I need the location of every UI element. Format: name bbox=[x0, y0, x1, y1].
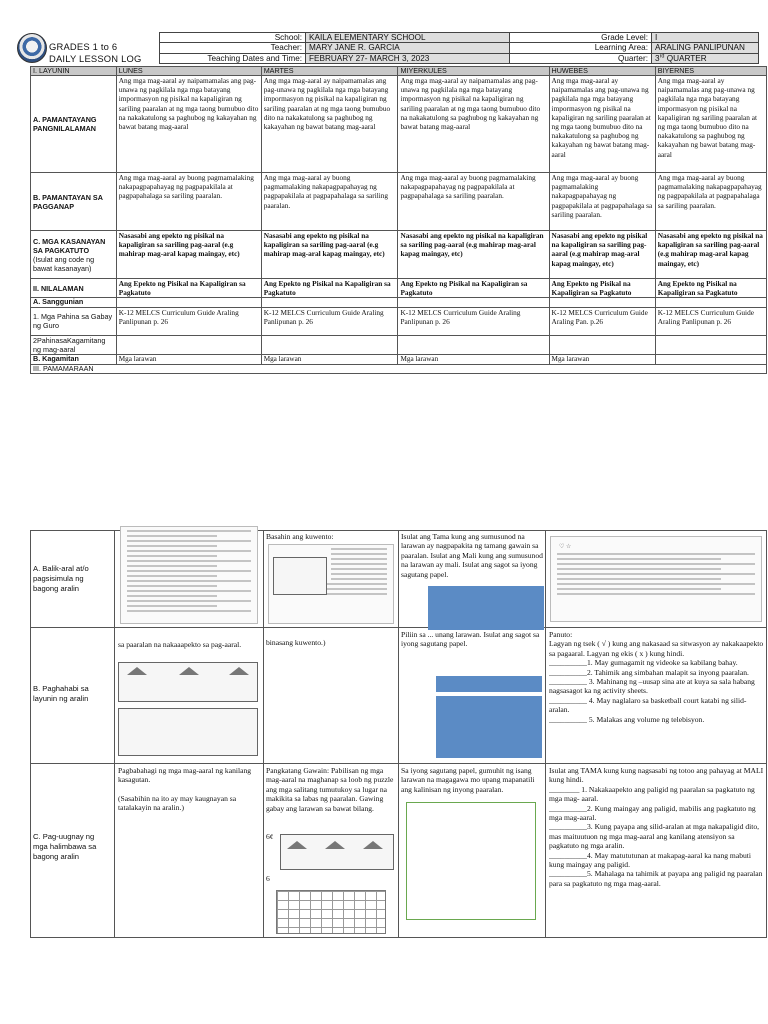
school-building-illustration bbox=[118, 662, 258, 702]
list-item: __________3. Kung payapa ang silid-aralan at mga nakapaligid dito, mas maituutuon ng mga mag-aaral ang kanilang atensiyon sa pagkatuto ng mga aralin. bbox=[549, 822, 760, 851]
list-item: __________1. May gumagamit ng videoke sa kabilang bahay. bbox=[549, 658, 738, 668]
star-icon: ☆ bbox=[565, 544, 572, 550]
pag-uugnay-label: C. Pag-uugnay ng mga halimbawa sa bagong aralin bbox=[33, 832, 97, 861]
school-value: KAILA ELEMENTARY SCHOOL bbox=[306, 33, 510, 43]
list-item: __________2. Kung maingay ang paligid, mabilis ang pagkatuto ng mga mag-aaral. bbox=[549, 803, 756, 823]
pagganap-biyernes: Ang mga mag-aaral ay buong pagmamalaking nakapagpapahayag ng pagpapakilala at pagpapahalaga sa sariling paaralan. bbox=[655, 173, 766, 231]
paghahabi-miyerkules: Piliin sa ... unang larawan. Isulat ang sagot sa iyong sagutang papel. bbox=[401, 630, 540, 649]
pamantayang-biyernes: Ang mga mag-aaral ay naipamamalas ang pag-unawa ng pagkilala nga mga batayang impormasyon ng pisikal na kapaligiran ng sariling paaralan at ng mga taong bumubuo dito na nakakatulong sa paghubog ng kakayahan ng bawat batang mag-aaral bbox=[655, 76, 766, 173]
word-search-puzzle[interactable] bbox=[276, 890, 386, 934]
day-biyernes: BIYERNES bbox=[655, 67, 766, 76]
panuto-title: Panuto: bbox=[549, 630, 573, 639]
deped-seal-icon bbox=[17, 33, 47, 63]
worksheet-image-lunes bbox=[120, 526, 258, 624]
list-item: ________ 1. Nakakaapekto ang paligid ng paaralan sa pagkatuto ng mga mag- aaral. bbox=[549, 784, 755, 804]
dll-header bbox=[17, 32, 759, 66]
paghahabi-label: B. Paghahabi sa layunin ng aralin bbox=[33, 684, 89, 703]
pamantayang-miyerkules: Ang mga mag-aaral ay naipamamalas ang pag-unawa ng pagkilala nga mga batayang impormasyon ng pisikal na kapaligiran ng sariling paaralan at ng mga taong bumubuo dito na nakakatulong sa paghubog ng kakayahan ng bawat batang mag-aaral bbox=[398, 76, 549, 173]
gabay-biyernes: K-12 MELCS Curriculum Guide Araling Panlipunan p. 26 bbox=[655, 307, 766, 335]
list-item: __________ 4. May naglalaro sa basketball court katabi ng silid-aralan. bbox=[549, 695, 747, 715]
pamamaraan-row bbox=[31, 364, 767, 374]
gabay-miyerkules: K-12 MELCS Curriculum Guide Araling Panlipunan p. 26 bbox=[398, 307, 549, 335]
kasanayan-martes: Nasasabi ang epekto ng pisikal na kapaligiran sa sariling pag-aaral (e.g mahirap mag-aral kapag maingay, etc) bbox=[261, 231, 398, 279]
balik-aral-martes: Basahin ang kuwento: bbox=[266, 532, 334, 541]
kasanayan-label: C. MGA KASANAYAN SA PAGKATUTO bbox=[33, 236, 106, 255]
places-illustration bbox=[280, 834, 394, 870]
gabay-label: 1. Mga Pahina sa Gabay ng Guro bbox=[31, 307, 117, 335]
nilalaman-huwebes: Ang Epekto ng Pisikal na Kapaligiran sa Pagkatuto bbox=[549, 279, 655, 298]
tama-mali-intro: Isulat ang TAMA kung kung nagsasabi ng totoo ang pahayag at MALI kung hindi. bbox=[549, 766, 764, 785]
nilalaman-miyerkules: Ang Epekto ng Pisikal na Kapaligiran sa Pagkatuto bbox=[398, 279, 549, 298]
procedure-table bbox=[30, 530, 767, 938]
kagamitan-row bbox=[31, 354, 767, 364]
kagamitang-label: 2PahinasaKagamitang ng mag-aaral bbox=[31, 335, 117, 354]
quarter-value: 3rd QUARTER bbox=[652, 53, 759, 63]
pag-uugnay-huwebes bbox=[549, 766, 764, 888]
blue-picture-placeholder bbox=[436, 696, 542, 758]
pagganap-lunes: Ang mga mag-aaral ay buong pagmamalaking nakapagpapahayag ng pagpapakilala at pagpapahalaga sa sariling paaralan. bbox=[116, 173, 261, 231]
day-header-row bbox=[31, 67, 767, 76]
kasanayan-label-cell bbox=[31, 231, 117, 279]
children-illustration bbox=[118, 708, 258, 756]
day-lunes: LUNES bbox=[116, 67, 261, 76]
panuto-intro: Lagyan ng tsek ( √ ) kung ang nakasaad sa sitwasyon ay nakakaapekto sa pagaaral. Lagyan ng ekis ( x ) kung hindi. bbox=[549, 639, 764, 658]
section-pamamaraan: III. PAMAMARAAN bbox=[31, 364, 767, 374]
header-info-grid bbox=[159, 32, 759, 64]
paghahabi-lunes: sa paaralan na nakaaapekto sa pag-aaral. bbox=[118, 640, 242, 649]
nilalaman-lunes: Ang Epekto ng Pisikal na Kapaligiran sa Pagkatuto bbox=[116, 279, 261, 298]
teacher-label: Teacher: bbox=[160, 43, 306, 53]
pagganap-label: B. PAMANTAYAN SA PAGGANAP bbox=[31, 173, 117, 231]
area-value: ARALING PANLIPUNAN bbox=[652, 43, 759, 53]
kagamitan-huwebes: Mga larawan bbox=[549, 354, 655, 364]
list-item: __________4. May matututunan at makapag-aaral ka nang mabuti kung maingay ang paligid. bbox=[549, 850, 752, 870]
balik-aral-miyerkules: Isulat ang Tama kung ang sumusunod na larawan ay nagpapakita ng tamang gawain sa paaralan. Isulat ang Mali kung ang sumusunod na larawan ay mali. Isulat ang sagot sa iyong sagutang papel. bbox=[401, 532, 543, 579]
list-item: __________ 5. Malakas ang volume ng telebisyon. bbox=[549, 714, 705, 724]
puzzle-number: 6¢ bbox=[266, 832, 274, 841]
pagganap-miyerkules: Ang mga mag-aaral ay buong pagmamalaking nakapagpapahayag ng pagpapakilala at pagpapahalaga sa sariling paaralan. bbox=[398, 173, 549, 231]
grade-label: Grade Level: bbox=[509, 33, 651, 43]
kagamitan-lunes: Mga larawan bbox=[116, 354, 261, 364]
list-item: __________2. Tahimik ang simbahan malapit sa inyong paaralan. bbox=[549, 667, 749, 677]
pamantayang-lunes: Ang mga mag-aaral ay naipamamalas ang pag-unawa ng pagkilala nga mga batayang impormasyon ng pisikal na kapaligiran ng sariling paaralan at ng mga taong bumubuo dito na nakakatulong sa paghubog ng kakayahan ng bawat batang mag-aaral bbox=[116, 76, 261, 173]
kasanayan-miyerkules: Nasasabi ang epekto ng pisikal na kapaligiran sa sariling pag-aaral (e.g mahirap mag-aral kapag maingay, etc) bbox=[398, 231, 549, 279]
blue-picture-placeholder bbox=[428, 586, 544, 630]
pagganap-row bbox=[31, 173, 767, 231]
school-drawing-icon bbox=[273, 557, 327, 595]
school-label: School: bbox=[160, 33, 306, 43]
pag-uugnay-miyerkules: Sa iyong sagutang papel, gumuhit ng isang larawan na magagawa mo upang mapanatili ang kalinisan ng inyong paaralan. bbox=[401, 766, 535, 794]
pagganap-martes: Ang mga mag-aaral ay buong pagmamalaking nakapagpapahayag ng pagpapakilala at pagpapahalaga sa sariling paaralan. bbox=[261, 173, 398, 231]
pagganap-huwebes: Ang mga mag-aaral ay buong pagmamalaking nakapagpapahayag ng pagpapakilala at pagpapahalaga sa sariling paaralan. bbox=[549, 173, 655, 231]
dates-value: FEBRUARY 27- MARCH 3, 2023 bbox=[306, 53, 510, 63]
day-martes: MARTES bbox=[261, 67, 398, 76]
kagamitang-row bbox=[31, 335, 767, 354]
kasanayan-note: (Isulat ang code ng bawat kasanayan) bbox=[33, 254, 95, 273]
kagamitan-label: B. Kagamitan bbox=[31, 354, 117, 364]
nilalaman-label: II. NILALAMAN bbox=[31, 279, 117, 298]
day-huwebes: HUWEBES bbox=[549, 67, 655, 76]
pamantayang-huwebes: Ang mga mag-aaral ay naipamamalas ang pag-unawa ng pagkilala nga mga batayang impormasyon ng pisikal na kapaligiran ng sariling paaralan at ng mga taong bumubuo dito na nakakatulong sa paghubog ng kakayahan ng bawat batang mag-aaral bbox=[549, 76, 655, 173]
kasanayan-lunes: Nasasabi ang epekto ng pisikal na kapaligiran sa sariling pag-aaral (e.g mahirap mag-aral kapag maingay, etc) bbox=[116, 231, 261, 279]
paghahabi-huwebes bbox=[549, 630, 764, 724]
gabay-row bbox=[31, 307, 767, 335]
pag-uugnay-lunes: Pagbabahagi ng mga mag-aaral ng kanilang kasagutan. (Sasabihin na ito ay may kaugnayan sa tatalakayin na aralin.) bbox=[118, 766, 252, 813]
section-layunin: I. LAYUNIN bbox=[31, 67, 117, 76]
paghahabi-martes: binasang kuwento.) bbox=[266, 638, 326, 647]
kasanayan-row bbox=[31, 231, 767, 279]
quarter-label: Quarter: bbox=[509, 53, 651, 63]
kagamitan-miyerkules: Mga larawan bbox=[398, 354, 549, 364]
blue-picture-placeholder bbox=[436, 676, 542, 692]
teacher-value: MARY JANE R. GARCIA bbox=[306, 43, 510, 53]
story-image-martes bbox=[268, 544, 394, 624]
day-miyerkules: MIYERKULES bbox=[398, 67, 549, 76]
gabay-lunes: K-12 MELCS Curriculum Guide Araling Panlipunan p. 26 bbox=[116, 307, 261, 335]
heart-icon: ♡ bbox=[559, 544, 565, 550]
pamantayang-row bbox=[31, 76, 767, 173]
list-item: __________5. Mahalaga na tahimik at payapa ang paligid ng paaralan para sa pagkatuto ng mga mag-aaral. bbox=[549, 869, 763, 888]
nilalaman-row bbox=[31, 279, 767, 298]
sanggunian-label: A. Sanggunian bbox=[31, 298, 117, 308]
drawing-box[interactable] bbox=[406, 802, 536, 920]
pag-uugnay-martes: Pangkatang Gawain: Pabilisan ng mga mag-aaral na maghanap sa loob ng puzzle ang mga salitang tumutukoy sa lugar na makikita sa labas ng paaralan. Gawing gabay ang larawan sa bawat bilang. bbox=[266, 766, 394, 813]
pamantayang-label: A. PAMANTAYANG PANGNILALAMAN bbox=[31, 76, 117, 173]
kasanayan-huwebes: Nasasabi ang epekto ng pisikal na kapaligiran sa sariling pag-aaral (e.g mahirap mag-aral kapag maingay, etc) bbox=[549, 231, 655, 279]
nilalaman-biyernes: Ang Epekto ng Pisikal na Kapaligiran sa Pagkatuto bbox=[655, 279, 766, 298]
balik-aral-label: A. Balik-aral at/o pagsisimula ng bagong aralin bbox=[33, 564, 89, 593]
dates-label: Teaching Dates and Time: bbox=[160, 53, 306, 63]
grade-value: I bbox=[652, 33, 759, 43]
title-dll: DAILY LESSON LOG bbox=[49, 53, 142, 64]
gabay-martes: K-12 MELCS Curriculum Guide Araling Panlipunan p. 26 bbox=[261, 307, 398, 335]
objectives-table bbox=[30, 66, 767, 374]
list-item: __________ 3. Mahinang ng –uusap sina ate at kuya sa sala habang nagsasagot ka ng activity sheets. bbox=[549, 677, 755, 696]
area-label: Learning Area: bbox=[509, 43, 651, 53]
puzzle-number: 6 bbox=[266, 874, 270, 883]
title-grades: GRADES 1 to 6 bbox=[49, 41, 118, 52]
worksheet-image-huwebes bbox=[550, 536, 762, 622]
pamantayang-martes: Ang mga mag-aaral ay naipamamalas ang pag-unawa ng pagkilala nga mga batayang impormasyon ng pisikal na kapaligiran ng sariling paaralan at ng mga taong bumubuo dito na nakakatulong sa paghubog ng kakayahan ng bawat batang mag-aaral bbox=[261, 76, 398, 173]
kasanayan-biyernes: Nasasabi ang epekto ng pisikal na kapaligiran sa sariling pag-aaral (e.g mahirap mag-aral kapag maingay, etc) bbox=[655, 231, 766, 279]
sanggunian-row bbox=[31, 298, 767, 308]
nilalaman-martes: Ang Epekto ng Pisikal na Kapaligiran sa Pagkatuto bbox=[261, 279, 398, 298]
kagamitan-martes: Mga larawan bbox=[261, 354, 398, 364]
gabay-huwebes: K-12 MELCS Curriculum Guide Araling Pan. p.26 bbox=[549, 307, 655, 335]
